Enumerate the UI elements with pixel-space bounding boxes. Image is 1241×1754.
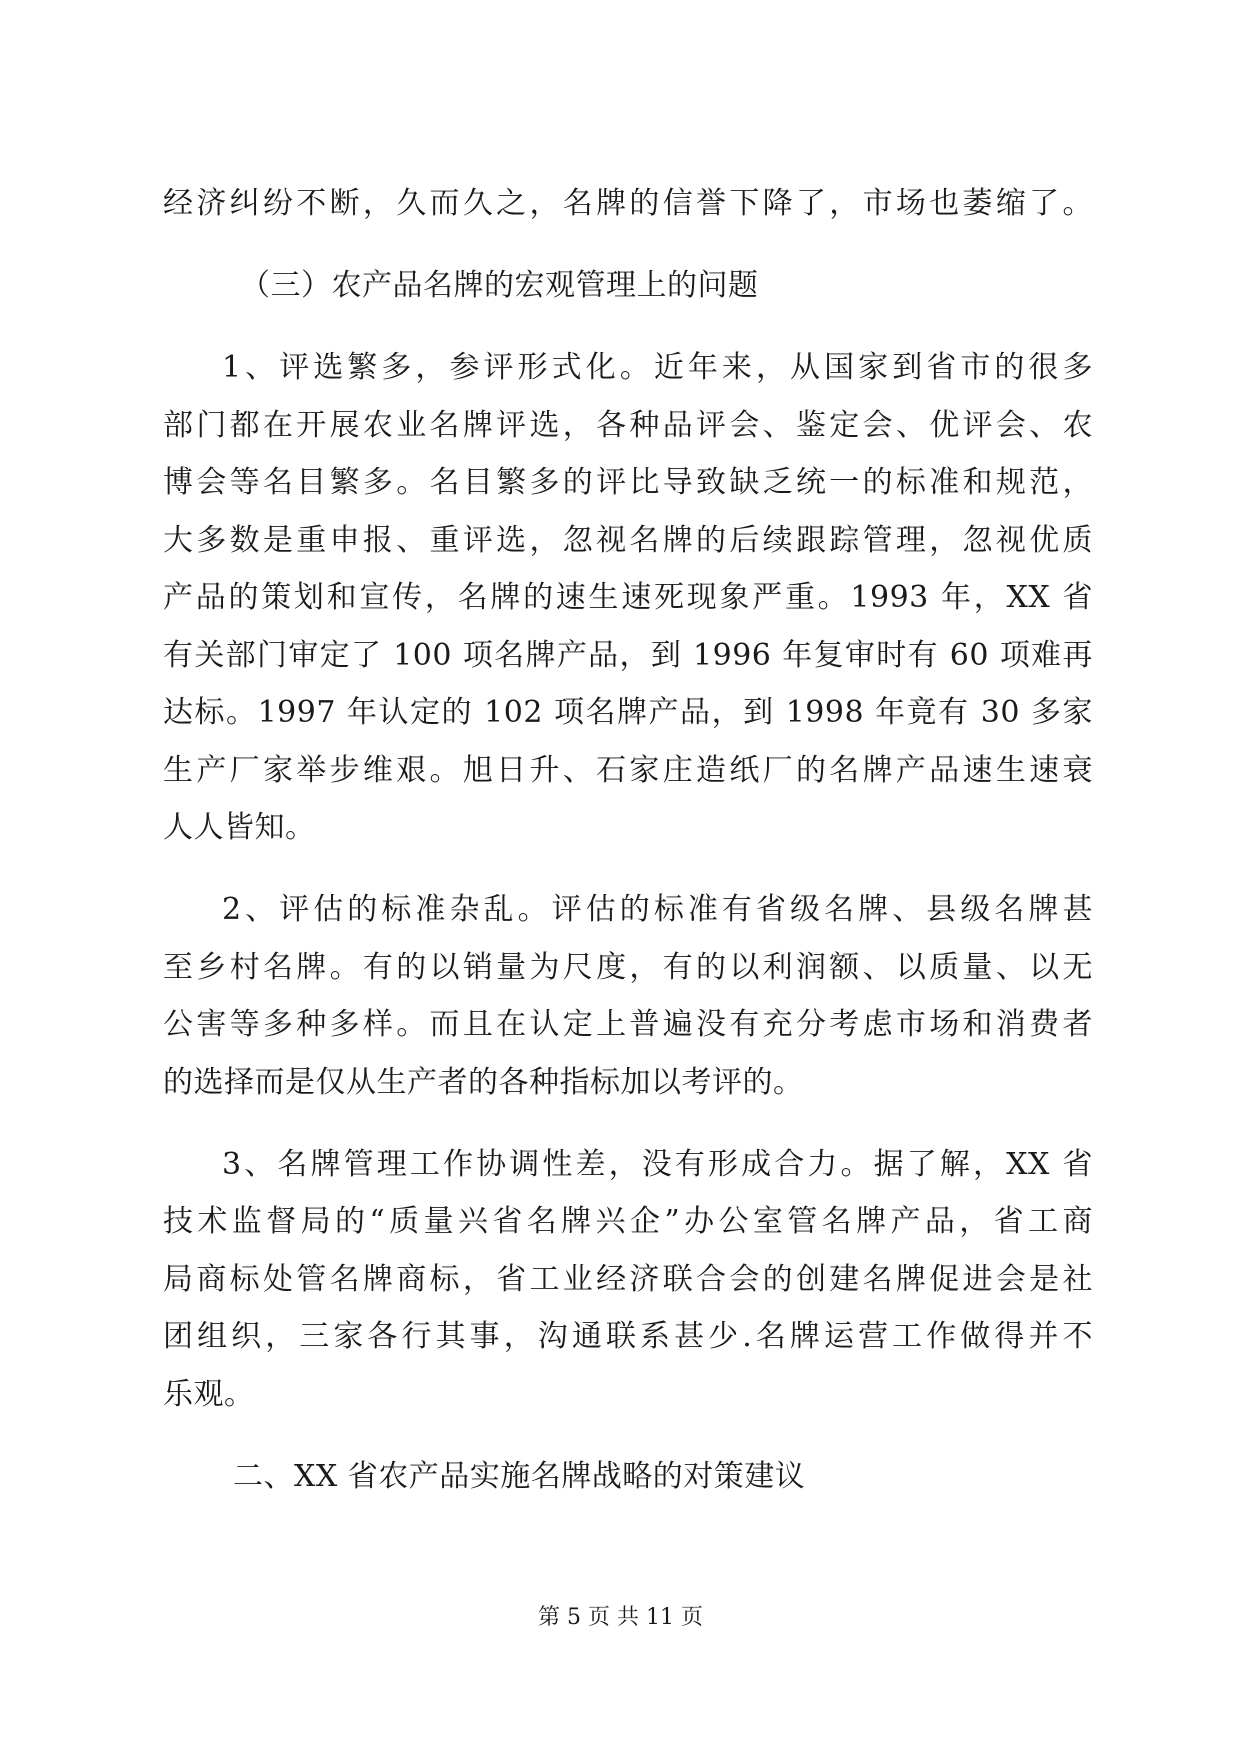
paragraph-1-line: 博会等名目繁多。名目繁多的评比导致缺乏统一的标准和规范， xyxy=(163,465,1093,500)
paragraph-1-line: 1、评选繁多，参评形式化。近年来，从国家到省市的很多 xyxy=(222,350,1093,385)
paragraph-1-line: 大多数是重申报、重评选，忽视名牌的后续跟踪管理，忽视优质 xyxy=(163,523,1093,558)
body-line: 经济纠纷不断，久而久之，名牌的信誉下降了，市场也萎缩了。 xyxy=(163,186,1093,221)
subsection-heading: （三）农产品名牌的宏观管理上的问题 xyxy=(240,268,759,303)
paragraph-2-line: 至乡村名牌。有的以销量为尺度，有的以利润额、以质量、以无 xyxy=(163,950,1093,985)
paragraph-1-line: 产品的策划和宣传，名牌的速生速死现象严重。1993 年，XX 省 xyxy=(163,580,1093,615)
paragraph-1-line: 达标。1997 年认定的 102 项名牌产品，到 1998 年竟有 30 多家 xyxy=(163,695,1093,730)
paragraph-3-line: 局商标处管名牌商标，省工业经济联合会的创建名牌促进会是社 xyxy=(163,1262,1093,1297)
paragraph-1-line: 有关部门审定了 100 项名牌产品，到 1996 年复审时有 60 项难再 xyxy=(163,638,1093,673)
paragraph-2-line: 2、评估的标准杂乱。评估的标准有省级名牌、县级名牌甚 xyxy=(222,892,1093,927)
paragraph-3-line: 乐观。 xyxy=(163,1377,255,1412)
section-heading: 二、XX 省农产品实施名牌战略的对策建议 xyxy=(233,1459,806,1494)
paragraph-3-line: 团组织，三家各行其事，沟通联系甚少.名牌运营工作做得并不 xyxy=(163,1319,1093,1354)
page-number-footer: 第 5 页 共 11 页 xyxy=(538,1605,703,1630)
paragraph-1-line: 人人皆知。 xyxy=(163,810,316,845)
paragraph-2-line: 的选择而是仅从生产者的各种指标加以考评的。 xyxy=(163,1065,804,1100)
paragraph-1-line: 生产厂家举步维艰。旭日升、石家庄造纸厂的名牌产品速生速衰 xyxy=(163,753,1093,788)
paragraph-3-line: 技术监督局的“质量兴省名牌兴企”办公室管名牌产品，省工商 xyxy=(163,1204,1093,1239)
paragraph-3-line: 3、名牌管理工作协调性差，没有形成合力。据了解，XX 省 xyxy=(222,1147,1093,1182)
paragraph-2-line: 公害等多种多样。而且在认定上普遍没有充分考虑市场和消费者 xyxy=(163,1007,1093,1042)
paragraph-1-line: 部门都在开展农业名牌评选，各种品评会、鉴定会、优评会、农 xyxy=(163,408,1093,443)
